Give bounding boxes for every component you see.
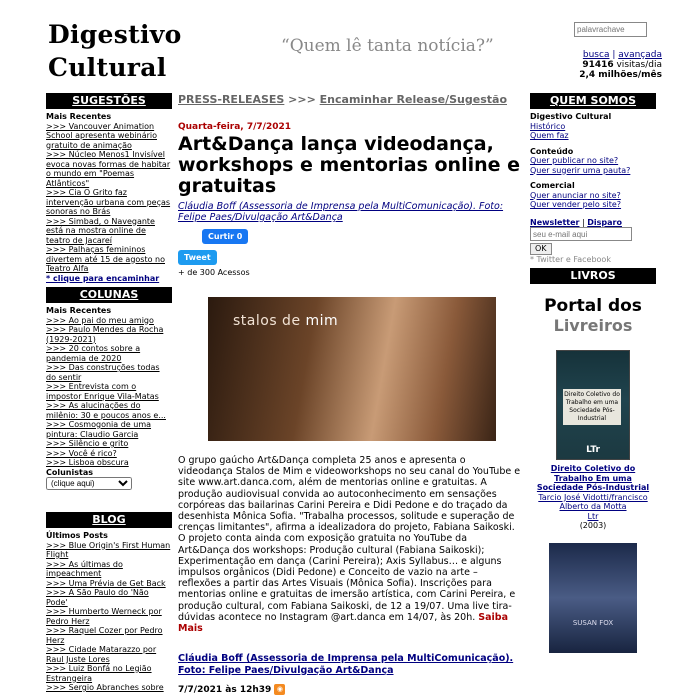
right-sidebar bbox=[530, 93, 656, 653]
disparo-link[interactable]: Disparo bbox=[587, 217, 622, 227]
blog-item[interactable]: >>> As últimas do impeachment bbox=[46, 559, 123, 578]
book-title[interactable]: Direito Coletivo do Trabalho Em uma Sociedade Pós-Industrial bbox=[536, 464, 650, 492]
article-date: Quarta-feira, 7/7/2021 bbox=[178, 122, 291, 132]
email-input[interactable] bbox=[530, 227, 632, 241]
site-logo[interactable] bbox=[48, 18, 182, 84]
book-cover-title: Direito Coletivo do Trabalho em uma Sociedade Pós-Industrial bbox=[563, 389, 621, 425]
book-year: (2003) bbox=[579, 521, 607, 530]
visits-count: 91416 bbox=[582, 60, 614, 70]
colunistas-select[interactable] bbox=[46, 477, 132, 490]
page bbox=[38, 0, 662, 700]
coluna-item[interactable]: >>> Você é rico? bbox=[46, 448, 117, 458]
book2-author: SUSAN FOX bbox=[572, 619, 614, 627]
left-sidebar bbox=[46, 93, 172, 693]
search-separator: | bbox=[609, 50, 619, 60]
colunas-header[interactable]: COLUNAS bbox=[46, 287, 172, 303]
sugestao-item[interactable]: >>> Palhaças femininos divertem até 15 de agosto no Teatro Alfa bbox=[46, 245, 165, 273]
coluna-item[interactable]: >>> Lisboa obscura bbox=[46, 458, 129, 467]
ok-button[interactable]: OK bbox=[530, 243, 552, 255]
blog-item[interactable]: >>> Humberto Werneck por Pedro Herz bbox=[46, 607, 162, 626]
blog-item[interactable]: >>> Luiz Bonfá no Legião Estrangeira bbox=[46, 664, 152, 683]
sugestao-item[interactable]: >>> Cia O Grito faz intervenção urbana com peças sonoras no Brás bbox=[46, 188, 171, 216]
coluna-item[interactable]: >>> Silêncio e grito bbox=[46, 439, 129, 448]
search-box bbox=[572, 22, 662, 80]
portal-livreiros-logo[interactable]: Portal dos Livreiros bbox=[544, 296, 642, 335]
tweet-button[interactable]: Tweet bbox=[178, 250, 217, 265]
visits-label: visitas/dia bbox=[613, 60, 662, 70]
coluna-item[interactable]: >>> Ao pai do meu amigo bbox=[46, 315, 154, 325]
sugerir-pauta-link[interactable]: Quer sugerir uma pauta? bbox=[530, 165, 631, 175]
livros-header: LIVROS bbox=[530, 268, 656, 284]
monthly-visits: 2,4 milhões/mês bbox=[579, 70, 662, 80]
publicar-link[interactable]: Quer publicar no site? bbox=[530, 156, 619, 165]
blog-item[interactable]: >>> Raquel Cozer por Pedro Herz bbox=[46, 626, 163, 645]
bottom-byline[interactable]: Cláudia Boff (Assessoria de Imprensa pela MultiComunicação). Foto: Felipe Paes/Divulgação Art&Dança bbox=[178, 653, 514, 676]
article-byline[interactable]: Cláudia Boff (Assessoria de Imprensa pela MultiComunicação). Foto: Felipe Paes/Divulgação Art&Dança bbox=[178, 201, 504, 223]
about-group-title: Digestivo Cultural bbox=[530, 112, 612, 121]
breadcrumb bbox=[178, 93, 521, 106]
breadcrumb-separator: >>> bbox=[284, 93, 320, 106]
historico-link[interactable]: Histórico bbox=[530, 121, 566, 131]
sugestao-item[interactable]: >>> Vancouver Animation School apresenta webinário gratuito de animação bbox=[46, 121, 158, 150]
facebook-like-button[interactable]: Curtir 0 bbox=[202, 229, 248, 244]
book-cover-2[interactable] bbox=[549, 543, 637, 653]
blog-item[interactable]: >>> Blue Origin's First Human Flight bbox=[46, 540, 171, 559]
book-cover[interactable] bbox=[556, 350, 630, 460]
blog-subtitle: Últimos Posts bbox=[46, 531, 108, 540]
book-cover-publisher: LTr bbox=[586, 444, 600, 455]
advanced-search-link[interactable]: avançada bbox=[618, 50, 662, 60]
colunistas-label: Colunistas bbox=[46, 467, 93, 477]
quem-faz-link[interactable]: Quem faz bbox=[530, 131, 569, 140]
sugestao-item[interactable]: >>> Simbad, o Navegante está na mostra online de teatro de Jacareí bbox=[46, 216, 155, 245]
book-publisher[interactable]: Ltr bbox=[587, 511, 599, 521]
article-title: Art&Dança lança videodança, workshops e mentorias online e gratuitas bbox=[178, 133, 521, 197]
sugestoes-header[interactable]: SUGESTÕES bbox=[46, 93, 172, 109]
breadcrumb-section[interactable]: PRESS-RELEASES bbox=[178, 93, 285, 106]
coluna-item[interactable]: >>> Paulo Mendes da Rocha (1929-2021) bbox=[46, 325, 164, 344]
conteudo-title: Conteúdo bbox=[530, 146, 574, 156]
coluna-item[interactable]: >>> As alucinações do milênio: 30 e poucos anos e... bbox=[46, 401, 166, 420]
saiba-mais-link[interactable]: Saiba Mais bbox=[178, 611, 509, 635]
share-bar bbox=[178, 229, 521, 277]
coluna-item[interactable]: >>> 20 contos sobre a pandemia de 2020 bbox=[46, 344, 141, 363]
colunas-subtitle: Mais Recentes bbox=[46, 306, 112, 315]
sugestoes-subtitle: Mais Recentes bbox=[46, 112, 112, 121]
rss-icon[interactable]: ◉ bbox=[274, 684, 285, 695]
blog-item[interactable]: >>> A São Paulo do 'Não Pode' bbox=[46, 588, 149, 607]
page-margin bbox=[0, 0, 38, 700]
timestamp bbox=[178, 684, 285, 695]
comercial-title: Comercial bbox=[530, 181, 575, 190]
vender-link[interactable]: Quer vender pelo site? bbox=[530, 200, 622, 209]
article-body-text: O grupo gaúcho Art&Dança completa 25 anos e apresenta o videodança Stalos de Mim e videoworkshops no seu canal do YouTube e site www.art.danca.com, além de mentorias online e gratuitas. A produção audiovisual convida ao autoconhecimento em sensações corpóreas das bailarinas Carini Pereira e Didi Pedone e do traçado da desenhista Mônica Sofia. "Trabalha processos, solitude e superação de crenças limitantes", afirma a idealizadora do projeto, Fabiana Saikoski. O projeto conta ainda com exposição gratuita no YouTube da Art&Dança dos workshops: Produção cultural (Fabiana Saikoski); Experimentação em dança (Carini Pereira); Axis Syllabus… e alguns impulsos orgânicos (Didi Pedone) e Conceito de vazio na arte – reflexões a partir das Artes Visuais (Mônica Sofia). Inscrições para mentorias online e gratuitas de imersão artística, com Carini Pereira, e produção cultural, com Fabiana Saikoski, de 12 a 19/07. Uma live tira-dúvidas acontece no Instagram @art.danca em 14/07, às 20h. bbox=[178, 455, 521, 623]
search-input[interactable] bbox=[574, 22, 647, 37]
blog-item[interactable]: >>> Sergio Abranches sobre bbox=[46, 683, 164, 692]
coluna-item[interactable]: >>> Das construções todas do sentir bbox=[46, 363, 160, 382]
social-links[interactable]: * Twitter e Facebook bbox=[530, 254, 611, 264]
coluna-item[interactable]: >>> Cosmogonia de uma pintura: Claudio Garcia bbox=[46, 420, 152, 439]
timestamp-text: 7/7/2021 às 12h39 bbox=[178, 685, 272, 695]
visit-stats bbox=[572, 60, 662, 80]
article-hero-image bbox=[208, 297, 496, 441]
blog-header[interactable]: BLOG bbox=[46, 512, 172, 528]
newsletter-separator: | bbox=[579, 217, 588, 227]
logo-line-1: Digestivo bbox=[48, 20, 182, 49]
search-link[interactable]: busca bbox=[582, 50, 610, 60]
anunciar-link[interactable]: Quer anunciar no site? bbox=[530, 190, 621, 200]
blog-item[interactable]: >>> Cidade Matarazzo por Raul Juste Lores bbox=[46, 645, 157, 664]
book-author[interactable]: Tarcio José Vidotti/francisco Alberto da Motta bbox=[538, 492, 648, 511]
access-count: + de 300 Acessos bbox=[178, 268, 250, 277]
article-body bbox=[178, 455, 521, 634]
breadcrumb-link[interactable]: Encaminhar Release/Sugestão bbox=[319, 93, 507, 106]
site-slogan: “Quem lê tanta notícia?” bbox=[281, 36, 494, 56]
coluna-item[interactable]: >>> Entrevista com o impostor Enrique Vila-Matas bbox=[46, 382, 159, 401]
hero-caption: stalos de mim bbox=[233, 313, 339, 329]
newsletter-box bbox=[530, 218, 656, 265]
sugestao-item[interactable]: >>> Núcleo Menos1 Invisível evoca novas formas de habitar o mundo em "Poemas Atlânticos" bbox=[46, 150, 171, 188]
main-content bbox=[178, 93, 521, 695]
quem-somos-header[interactable]: QUEM SOMOS bbox=[530, 93, 656, 109]
blog-item[interactable]: >>> Uma Prévia de Get Back bbox=[46, 578, 166, 588]
sugestoes-more-link[interactable]: * clique para encaminhar bbox=[46, 273, 160, 283]
logo-line-2: Cultural bbox=[48, 53, 167, 82]
newsletter-link[interactable]: Newsletter bbox=[530, 217, 580, 227]
